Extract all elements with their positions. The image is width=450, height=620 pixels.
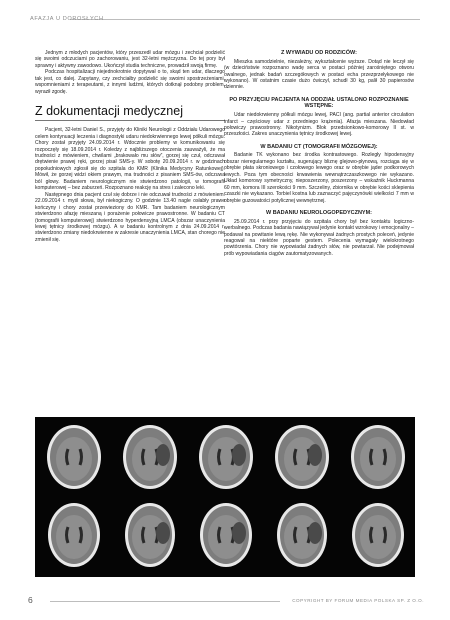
- copyright-text: COPYRIGHT BY FORUM MEDIA POLSKA SP. Z O.O.: [292, 598, 424, 603]
- ct-scan-figure: [35, 417, 415, 577]
- ct-scan-4: [275, 425, 329, 489]
- ct-scan-5: [351, 425, 405, 489]
- page-number: 6: [28, 595, 33, 605]
- section-label: AFAZJA U DOROSŁYCH: [30, 16, 104, 22]
- ct-heading: W BADANIU CT (TOMOGRAFII MÓZGOWEJ):: [260, 143, 378, 150]
- ct-scan-2: [123, 425, 177, 489]
- neuro-heading: W BADANIU NEUROLOGOPEDYCZNYM:: [265, 210, 373, 217]
- admission-heading: PO PRZYJĘCIU PACJENTA NA ODDZIAŁ USTALONO ROZPOZNANIE WSTĘPNE:: [229, 96, 409, 110]
- ct-scan-9: [277, 503, 327, 567]
- doc-paragraph: Pacjent, 32-letni Daniel S., przyjęty do Kliniki Neurologii z Oddziału Udarowego celem kontynuacji leczenia i diagnostyki udaru niedokrwiennego lewej półkuli mózgu. Chory został przyjęty 24.09.2014 r. Wdocznie problemy w komunikowaniu się rozpoczęły się 18.09.2014 r. Koledzy z najbliższego otoczenia zauważyli, że ma trudności z mówieniem, chwilami „brakowało mu słów”, gorzej się czuł, odczuwał drętwienie prawej ręki, gorzej pisał SMS-y. W sobotę 20.09.2014 r. w godzinach popołudniowych zgłosił się do szpitala do KMR (Klinika Medycyny Ratunkowej). Mówił, że gorzej widzi okiem prawym, ma trudności z pisaniem SMS-ów, odczuwa ból głowy. Badaniem neurologicznym nie stwierdzono patologii, w tomografii komputerowej – bez zaburzeń. Rozpoznano reakcję na stres i zalecono leki.: [35, 127, 225, 192]
- ct-scan-1: [47, 425, 101, 489]
- ct-scan-grid: [35, 417, 415, 577]
- intro-paragraph: Jednym z młodych pacjentów, który przeszedł udar mózgu i zechciał podzielić się swoimi odczuciami po zachorowaniu, jest 32-letni mężczyzna. Do tej pory był sprawny i aktywny zawodowo. Ukończył studia techniczne, prowadził swoją firmę.: [35, 50, 225, 69]
- ct-scan-3: [199, 425, 253, 489]
- intro-paragraph: Podczas hospitalizacji niejednokrotnie dopytywał o to, skąd ten udar, dlaczego tak jest, co dalej. Zapytany, czy zechciałby podzielić się swoimi spostrzeżeniami, wspomnieniami z terapeutami, z innymi ludźmi, których dotknął podobny problem, wyraził zgodę.: [35, 69, 225, 95]
- admission-paragraph: Udar niedokrwienny półkuli mózgu lewej, PACI (ang. partial anterior circulation infarct – częściowy udar z przedniego krążenia). Afazja mieszana. Niedowład połowiczy prawostronny. Nikotynizm. Blok przedsionkowo-komorowy II st. w przeszłości. Zakres unaczynienia tętnicy środkowej lewej.: [224, 112, 414, 138]
- header-rule: [70, 19, 420, 20]
- neuro-paragraph: 25.09.2014 r. przy przyjęciu do szpitala chory był bez kontaktu logiczno-werbalnego. Podczas badania nawiązywał jedynie kontakt wzrokowy i emocjonalny – podawał na powitanie lewą rękę. Nie wykonywał żadnych prostych poleceń, jedynie reagował na niektóre poparte gestem. Polecenia wymagały wielokrotnego powtórzenia. Chory nie wypowiadał żadnych słów, nie powtarzał. Nie podejmował prób wypowiadania ciągów zautomatyzowanych.: [224, 218, 414, 257]
- right-column: [224, 50, 414, 257]
- left-column: [35, 50, 225, 243]
- ct-scan-10: [352, 503, 404, 567]
- doc-paragraph: Następnego dnia pacjent czuł się dobrze i nie odczuwał trudności z mówieniem. 22.09.2014 r. myśl słowa, był niekogicznу. O godzinie 13.40 nagle osłabły prawe kończyny i chory został przewieziony do KMR. Tam badaniem neurologicznym stwierdzono afazję mieszaną i porażenie połowicze prawostronne. W badaniu CT (tomografii komputerowej) stwierdzono hyperdensyjną LMCA (obszar unaczynienia lewej tętnicy środkowej mózgu). A w badaniu kontrolnym z dnia 24.09.2014 r. stwierdzono zmiany niedokrwienne w zakresie unaczynienia LMCA, stan chorego nie zmienił się.: [35, 191, 225, 243]
- ct-scan-7: [125, 503, 175, 567]
- section-title: Z dokumentacji medycznej: [35, 104, 225, 121]
- ct-paragraph: Badanie TK wykonano bez środka kontrastowego. Rozległy hipodensyjny obszar nieregularnego kształtu, sugerujący bliznę glejowo-płynową, rozciąga się w obrębie płata skroniowego i czołowego lewego oraz w obrębie jąder podkorowych lewych. Poza tym obecności krwawienia wewnątrzczaszkowego nie wykazano. Układ komorowy symetryczny, nieposzerzony, poszerzony – wskaźnik Huckmanna 60 mm, komora III szerokości 9 mm. Szczeliny, zbiornika w obrębie kości sklepienia czaszki nie wykazano. Torbiel kostna lub zaznaczyć pajęczynówki wielkości 7 mm w obrębie guzowatości potylicznej wewnętrznej.: [224, 152, 414, 204]
- ct-scan-6: [48, 503, 100, 567]
- interview-paragraph: Mieszka samodzielnie, niezależny, wykształcenie wyższe. Dotąd nie leczył się (w dzieciństwie rozpoznano wadę serca w postaci później zarośniętego otworu owalnego, jednak badań szczegółowych w postaci echa przezprzełykowego nie wykonano). W ostatnim czasie dużo ćwiczył, schudł 30 kg, palił 30 papierosów dziennie.: [224, 58, 414, 91]
- interview-heading: Z WYWIADU OD RODZICÓW:: [281, 50, 357, 56]
- footer-rule: [50, 601, 280, 602]
- ct-scan-8: [200, 503, 252, 567]
